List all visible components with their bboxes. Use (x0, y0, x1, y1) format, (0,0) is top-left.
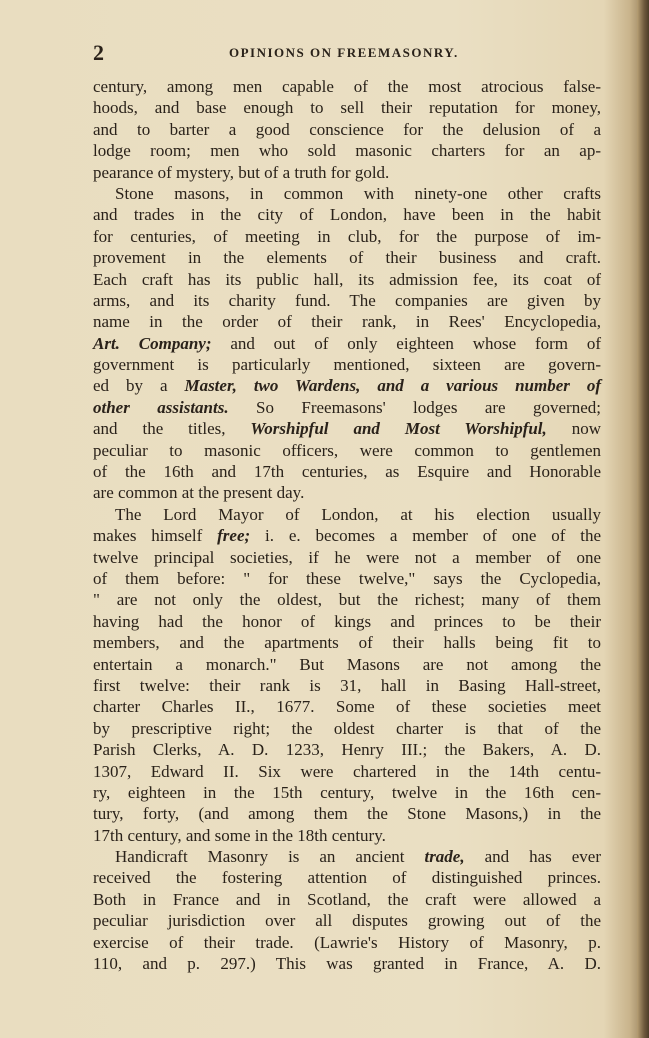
text-run: and out of only eighteen whose form of (211, 333, 601, 353)
italic-run: Art. Company; (93, 333, 212, 353)
text-line (93, 397, 601, 418)
text-line: provement in the elements of their business and craft. (93, 248, 601, 268)
text-line: for centuries, of meeting in club, for the purpose of im- (93, 226, 601, 246)
italic-run: other assistants. (93, 397, 229, 417)
text-line (93, 333, 601, 354)
text-line: Both in France and in Scotland, the craft were allowed a (93, 889, 601, 909)
text-line: The Lord Mayor of London, at his election usually (115, 504, 601, 524)
text-line (93, 525, 601, 546)
text-line: Stone masons, in common with ninety-one other crafts (115, 183, 601, 203)
text-line: exercise of their trade. (Lawrie's History of Masonry, p. (93, 932, 601, 952)
page-edge-binding (637, 0, 649, 1038)
text-line: charter Charles II., 1677. Some of these societies meet (93, 697, 601, 717)
text-run: i. e. becomes a member of one of the (250, 526, 602, 546)
text-line: Each craft has its public hall, its admission fee, its coat of (93, 269, 601, 289)
text-line: by prescriptive right; the oldest charter is that of the (93, 718, 601, 738)
text-line: of them before: " for these twelve," says the Cyclopedia, (93, 568, 601, 588)
text-line: name in the order of their rank, in Rees' Encyclopedia, (93, 312, 601, 332)
text-run: So Freemasons' lodges are governed; (228, 397, 601, 417)
text-line: 1307, Edward II. Six were chartered in the 14th centu- (93, 761, 601, 781)
text-run: ed by a (93, 376, 185, 396)
italic-run: trade, (424, 847, 465, 867)
text-line: century, among men capable of the most atrocious false- (93, 77, 601, 96)
text-line: received the fostering attention of distinguished princes. (93, 868, 601, 888)
text-line: members, and the apartments of their halls being fit to (93, 633, 601, 653)
text-line (93, 418, 601, 439)
text-line: are common at the present day. (93, 483, 305, 503)
text-line: twelve principal societies, if he were not a member of one (93, 547, 601, 567)
italic-run: Worshipful and Most Worshipful, (250, 419, 547, 439)
text-line: tury, forty, (and among them the Stone Masons,) in the (93, 804, 601, 824)
text-line: and trades in the city of London, have been in the habit (93, 205, 601, 225)
text-line: lodge room; men who sold masonic charters for an ap- (93, 141, 601, 161)
text-line: 17th century, and some in the 18th century. (93, 825, 386, 845)
text-run: Handicraft Masonry is an ancient (115, 847, 425, 867)
text-line: government is particularly mentioned, sixteen are govern- (93, 355, 601, 375)
body-text (93, 76, 601, 974)
text-line: Parish Clerks, A. D. 1233, Henry III.; the Bakers, A. D. (93, 740, 601, 760)
italic-run: free; (217, 526, 251, 546)
text-run: makes himself (93, 526, 218, 546)
page-number: 2 (93, 40, 104, 65)
text-run: and the titles, (93, 419, 251, 439)
text-line: " are not only the oldest, but the richest; many of them (93, 590, 601, 610)
text-line: of the 16th and 17th centuries, as Esquire and Honorable (93, 462, 601, 482)
text-line (93, 375, 601, 396)
text-line: peculiar jurisdiction over all disputes growing out of the (93, 911, 601, 931)
text-line: and to barter a good conscience for the delusion of a (93, 119, 601, 139)
italic-run: Master, two Wardens, and a various number of (184, 376, 601, 396)
page-header (93, 40, 593, 66)
text-line (93, 846, 601, 867)
text-line: entertain a monarch." But Masons are not among the (93, 654, 601, 674)
text-line: arms, and its charity fund. The companies are given by (93, 290, 601, 310)
text-line: 110, and p. 297.) This was granted in France, A. D. (93, 954, 601, 974)
text-run: now (546, 419, 601, 439)
text-line: hoods, and base enough to sell their reputation for money, (93, 98, 601, 118)
text-line: first twelve: their rank is 31, hall in Basing Hall-street, (93, 675, 601, 695)
text-line: peculiar to masonic officers, were common to gentlemen (93, 440, 601, 460)
text-line: having had the honor of kings and princes to be their (93, 611, 601, 631)
text-run: and has ever (464, 847, 601, 867)
text-line: ry, eighteen in the 15th century, twelve in the 16th cen- (93, 782, 601, 802)
text-line: pearance of mystery, but of a truth for gold. (93, 162, 390, 182)
running-title: OPINIONS ON FREEMASONRY. (229, 45, 459, 60)
